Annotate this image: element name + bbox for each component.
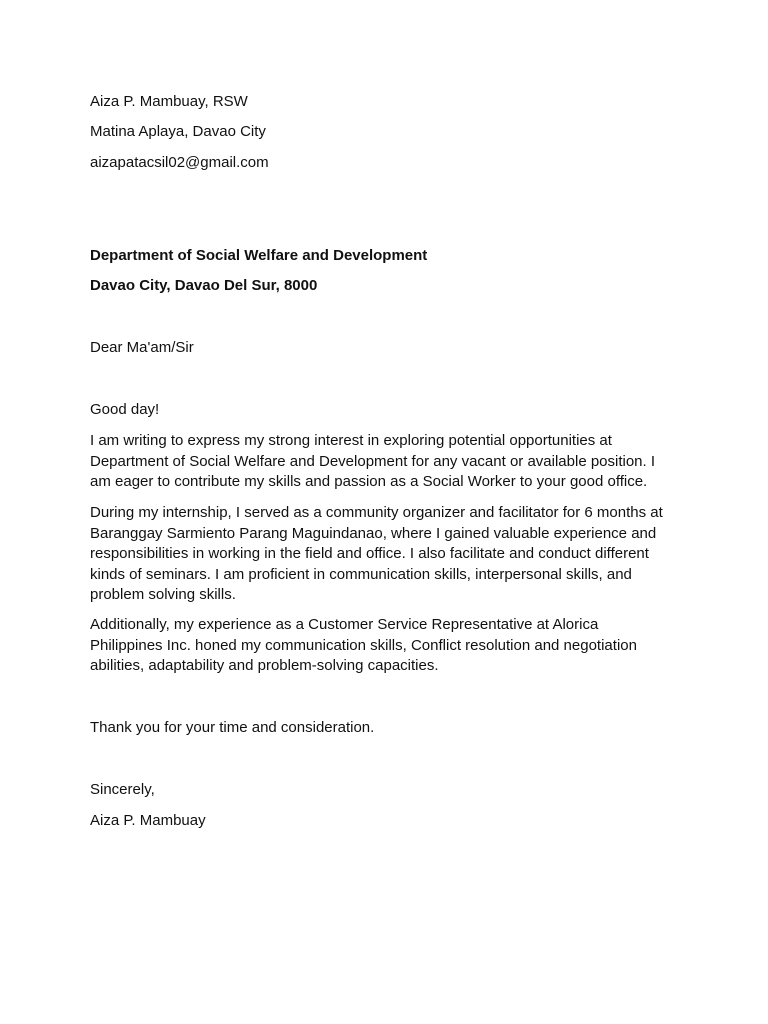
sender-name: Aiza P. Mambuay, RSW	[90, 93, 248, 110]
body-paragraph-2: During my internship, I served as a community organizer and facilitator for 6 months at Baranggay Sarmiento Parang Maguindanao, where I gained valuable experience and responsibilities in working in the field and office. I also facilitate and conduct different kinds of seminars. I am proficient in communication skills, interpersonal skills, and problem solving skills.	[90, 504, 663, 604]
greeting: Good day!	[90, 401, 160, 418]
recipient-address: Davao City, Davao Del Sur, 8000	[90, 277, 318, 294]
salutation: Dear Ma'am/Sir	[90, 339, 194, 356]
signature-name: Aiza P. Mambuay	[90, 812, 206, 829]
sender-email: aizapatacsil02@gmail.com	[90, 154, 269, 171]
thanks-line: Thank you for your time and consideration.	[90, 719, 375, 736]
body-paragraph-3: Additionally, my experience as a Customer Service Representative at Alorica Philippines Inc. honed my communication skills, Conflict resolution and negotiation abilities, adaptability and problem-solving capacities.	[90, 616, 637, 675]
sender-address: Matina Aplaya, Davao City	[90, 123, 266, 140]
recipient-organization: Department of Social Welfare and Development	[90, 247, 428, 264]
closing: Sincerely,	[90, 781, 155, 798]
body-paragraph-1: I am writing to express my strong interest in exploring potential opportunities at Department of Social Welfare and Development for any vacant or available position. I am eager to contribute my skills and passion as a Social Worker to your good office.	[90, 432, 656, 491]
